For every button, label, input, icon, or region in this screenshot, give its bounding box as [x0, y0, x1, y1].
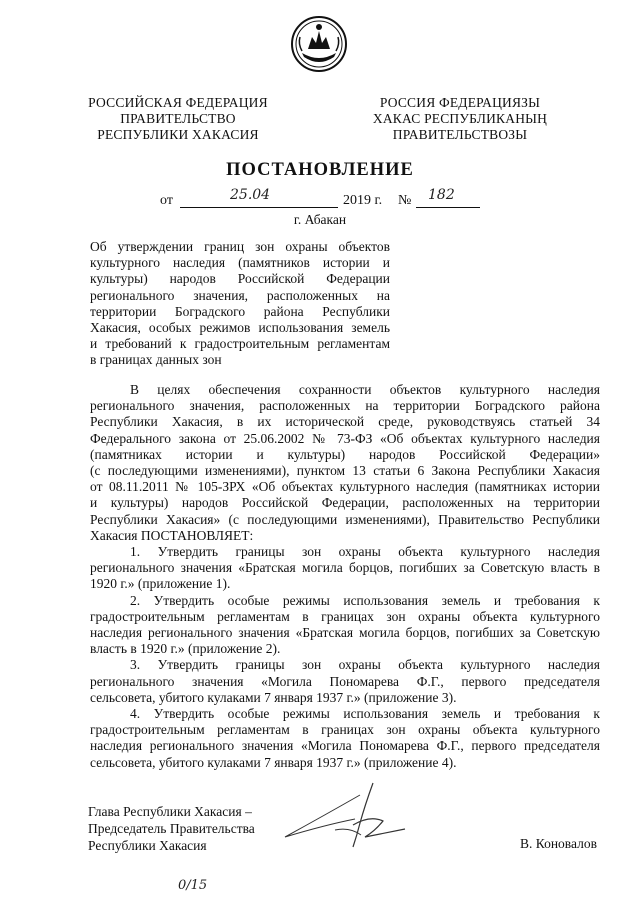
date-line — [160, 187, 490, 211]
body-line: градостроительным регламентам в границах зон охраны объекта культурного — [90, 608, 600, 624]
header-left-line: РОССИЙСКАЯ ФЕДЕРАЦИЯ — [88, 95, 268, 110]
document-title: ПОСТАНОВЛЕНИЕ — [226, 160, 414, 180]
handwritten-note: 0/15 — [178, 878, 208, 893]
coat-of-arms-emblem — [290, 13, 348, 75]
body-line: сельсовета, убитого кулаками 7 января 1937 г.» (приложение 3). — [90, 689, 457, 705]
body-line: (с последующими изменениями), пунктом 13 статьи 6 Закона Республики Хакасия — [90, 463, 600, 479]
subject-line: культуры) народов Российской Федерации — [90, 271, 390, 287]
body-line: регионального значения, расположенных на территории Боградского района — [90, 398, 600, 414]
header-right — [360, 95, 560, 143]
signatory-line: Глава Республики Хакасия – — [88, 804, 252, 819]
handwritten-number: 182 — [428, 187, 455, 203]
body-line: от 08.11.2011 № 105-ЗРХ «Об объектах культурного наследия (памятниках истории — [90, 479, 600, 495]
body-line: наследия регионального значения «Братская могила борцов, погибших за Советскую — [90, 625, 600, 641]
signatory-line: Председатель Правительства — [88, 821, 255, 836]
subject-block — [90, 239, 390, 369]
body-line: 1. Утвердить границы зон охраны объекта культурного наследия — [130, 544, 600, 560]
date-prefix: от — [160, 193, 173, 208]
handwritten-signature — [265, 775, 415, 865]
body-line: градостроительным регламентам в границах зон охраны объекта культурного — [90, 722, 600, 738]
header-right-line: ХАКАС РЕСПУБЛИКАНЫҢ — [372, 111, 548, 126]
header-right-line: ПРАВИТЕЛЬСТВОЗЫ — [392, 127, 528, 142]
document-body — [90, 382, 600, 771]
subject-line: Хакасия, особых режимов использования земель — [90, 320, 390, 336]
body-line: 1920 г.» (приложение 1). — [90, 576, 231, 592]
body-line: 4. Утвердить особые режимы использования земель и требования к — [130, 706, 600, 722]
body-line: регионального значения «Братская могила борцов, погибших за Советскую власть в — [90, 560, 600, 576]
signatory-block — [88, 803, 255, 854]
body-line: 3. Утвердить границы зон охраны объекта культурного наследия — [130, 657, 600, 673]
body-line: В целях обеспечения сохранности объектов культурного наследия — [130, 382, 600, 397]
body-line: 2. Утвердить особые режимы использования земель и требования к — [130, 592, 600, 608]
body-line: Федерального закона от 25.06.2002 № 73-ФЗ «Об объектах культурного наследия — [90, 430, 600, 446]
body-line: и культуры) народов Российской Федерации, расположенных на территории — [90, 495, 600, 511]
header-left-line: ПРАВИТЕЛЬСТВО — [120, 111, 236, 126]
subject-line: территории Боградского района Республики — [90, 303, 390, 319]
body-line: Хакасия ПОСТАНОВЛЯЕТ: — [90, 527, 254, 543]
body-line: власть в 1920 г.» (приложение 2). — [90, 641, 281, 657]
header-right-line: РОССИЯ ФЕДЕРАЦИЯЗЫ — [379, 95, 541, 110]
signatory-line: Республики Хакасия — [88, 838, 207, 853]
body-line: наследия регионального значения «Могила Пономарева Ф.Г., первого председателя — [90, 738, 600, 754]
signatory-name: В. Коновалов — [520, 836, 597, 851]
body-line: Республики Хакасия, в их исторической среде, руководствуясь статьей 34 — [90, 414, 600, 430]
date-year: 2019 г. — [343, 193, 383, 208]
header-left — [78, 95, 278, 143]
handwritten-date: 25.04 — [230, 187, 271, 203]
subject-line: регионального значения, расположенных на — [90, 287, 390, 303]
body-line: Республики Хакасия» (с последующими изменениями), Правительство Республики — [90, 511, 600, 527]
subject-line: и требований к градостроительным регламентам — [90, 336, 390, 352]
number-label: № — [398, 193, 412, 208]
subject-line: Об утверждении границ зон охраны объектов — [90, 239, 390, 254]
subject-line: культурного наследия (памятников истории и — [90, 255, 390, 271]
body-line: регионального значения «Могила Пономарева Ф.Г., первого председателя — [90, 673, 600, 689]
subject-line: в границах данных зон — [90, 352, 222, 368]
city: г. Абакан — [293, 212, 347, 227]
body-line: (памятниках истории и культуры) народов Российской Федерации» — [90, 446, 600, 462]
header-left-line: РЕСПУБЛИКИ ХАКАСИЯ — [97, 127, 259, 142]
body-line: сельсовета, убитого кулаками 7 января 1937 г.» (приложение 4). — [90, 754, 457, 770]
